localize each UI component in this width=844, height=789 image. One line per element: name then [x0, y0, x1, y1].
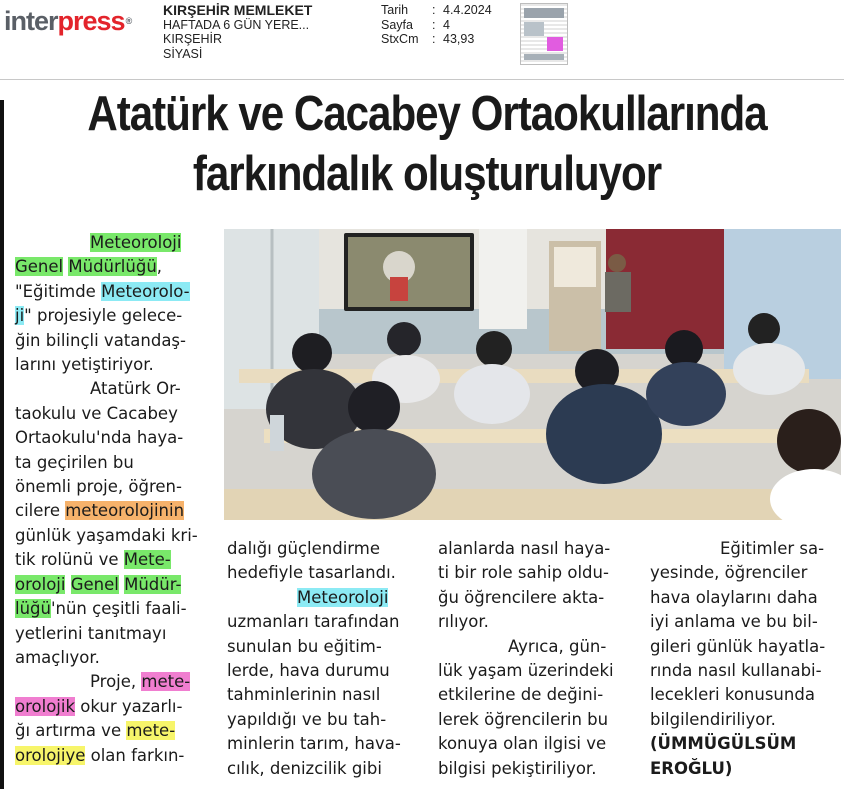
date-label: Tarih — [381, 3, 409, 17]
highlight-keyword: oroloji — [15, 574, 66, 594]
text-line: ti bir role sahip oldu- — [438, 563, 609, 583]
text-line: lerde, hava durumu — [227, 661, 390, 681]
text-line: yapıldığı ve bu tah- — [227, 709, 387, 729]
text-line: sunulan bu eğitim- — [227, 636, 382, 656]
headline-line-1: Atatürk ve Cacabey Ortaokullarında — [87, 87, 767, 141]
text-fragment: " projesiyle gelece- — [24, 306, 183, 326]
text-line: ğin bilinçli vatandaş- — [15, 330, 186, 350]
clip-meta-values — [443, 3, 492, 47]
text-line: rında nasıl kullanabi- — [650, 661, 822, 681]
date-value: 4.4.2024 — [443, 3, 492, 17]
article-column-1 — [15, 231, 220, 768]
text-line: lerek öğrencilerin bu — [438, 709, 609, 729]
text-line: önemli proje, öğren- — [15, 477, 182, 497]
highlight-keyword: meteorolojinin — [65, 501, 185, 521]
highlight-keyword: Meteoroloji — [90, 233, 182, 252]
highlight-keyword: lüğü — [15, 599, 51, 619]
text-line: iyi anlama ve bu bil- — [650, 612, 818, 632]
publication-city: KIRŞEHİR — [163, 32, 223, 46]
text-fragment: ğı artırma ve — [15, 721, 127, 741]
publication-info — [163, 3, 312, 61]
text-line: taokulu ve Cacabey — [15, 403, 178, 423]
text-fragment: olan farkın- — [85, 745, 185, 765]
text-line: lecekleri konusunda — [650, 685, 815, 705]
text-line: günlük yaşamdaki kri- — [15, 525, 198, 545]
text-line: ta geçirilen bu — [15, 452, 134, 472]
text-line: cılık, denizcilik gibi — [227, 758, 382, 778]
text-fragment: Proje, — [90, 672, 142, 692]
classroom-photo — [224, 229, 841, 520]
page-value: 4 — [443, 17, 450, 32]
highlight-keyword: Genel — [70, 574, 119, 594]
thumbnail-article-marker — [547, 37, 563, 51]
article-column-4 — [650, 537, 840, 781]
highlight-keyword: Mete- — [123, 550, 171, 570]
clip-meta-labels — [381, 3, 436, 47]
publication-name: KIRŞEHİR MEMLEKET — [163, 2, 313, 18]
size-value: 43,93 — [443, 32, 475, 46]
page-label: Sayfa — [381, 17, 413, 32]
text-fragment: , — [156, 257, 163, 277]
text-line: yesinde, öğrenciler — [650, 563, 808, 583]
highlight-keyword: orolojiye — [15, 745, 86, 765]
text-line: larını yetiştiriyor. — [15, 355, 154, 375]
text-line: ğu öğrencilere akta- — [438, 587, 605, 607]
text-line: Ortaokulu'nda haya- — [15, 428, 184, 448]
page-thumbnail[interactable] — [520, 3, 568, 65]
text-line: hava olaylarını daha — [650, 587, 818, 607]
text-fragment: okur yazarlı- — [75, 696, 183, 716]
text-line: minlerin tarım, hava- — [227, 734, 401, 754]
text-line: bilgisi pekiştiriliyor. — [438, 758, 597, 778]
highlight-keyword: mete- — [126, 721, 176, 741]
publication-frequency: HAFTADA 6 GÜN YERE... — [163, 17, 310, 32]
author-byline: (ÜMMÜGÜLSÜM — [650, 734, 797, 754]
logo-main-text: inter — [4, 6, 58, 36]
text-line: lük yaşam üzerindeki — [438, 661, 614, 681]
highlight-keyword: Müdürlüğü — [68, 257, 157, 277]
text-line: gileri günlük hayatla- — [650, 636, 826, 656]
highlight-keyword: Meteoroloji — [297, 587, 389, 607]
text-line: Eğitimler sa- — [720, 539, 825, 558]
text-line: rılıyor. — [438, 612, 489, 632]
text-line: alanlarda nasıl haya- — [438, 539, 611, 558]
text-line: amaçlıyor. — [15, 647, 100, 667]
text-fragment — [65, 575, 70, 594]
text-line: yetlerini tanıtmayı — [15, 623, 167, 643]
header-divider — [0, 79, 844, 80]
text-line: bilgilendiriliyor. — [650, 709, 776, 729]
author-byline: EROĞLU) — [650, 758, 733, 778]
text-line: dalığı güçlendirme — [227, 539, 381, 558]
thumbnail-footer-block — [524, 54, 564, 60]
size-label: StxCm — [381, 32, 419, 46]
clip-meta-separators — [432, 3, 435, 47]
highlight-keyword: orolojik — [15, 696, 76, 716]
text-fragment: tik rolünü ve — [15, 550, 124, 570]
text-line: uzmanları tarafından — [227, 612, 400, 632]
text-fragment: 'nün çeşitli faali- — [50, 599, 187, 619]
text-line: tahminlerinin nasıl — [227, 685, 381, 705]
text-line: Atatürk Or- — [90, 379, 181, 399]
size-separator: : — [432, 32, 436, 46]
page-separator: : — [432, 17, 436, 32]
article-left-bar — [0, 100, 4, 789]
article-column-3 — [438, 537, 630, 781]
thumbnail-headline-block — [524, 8, 564, 18]
text-line: hedefiyle tasarlandı. — [227, 563, 396, 583]
article-headline — [68, 84, 785, 204]
highlight-keyword: Meteorolo- — [101, 281, 190, 301]
logo-accent-text: press — [57, 6, 125, 36]
highlight-keyword: mete- — [141, 672, 191, 692]
highlight-keyword: Genel — [15, 257, 64, 277]
article-column-2 — [227, 537, 417, 781]
text-fragment: "Eğitimde — [15, 281, 102, 301]
headline-line-2: farkındalık oluşturuluyor — [192, 147, 662, 201]
interpress-logo — [4, 6, 131, 36]
text-line: Ayrıca, gün- — [508, 636, 607, 656]
text-fragment: cilere — [15, 501, 66, 521]
text-line: etkilerine de değini- — [438, 685, 604, 705]
highlight-keyword: Müdür- — [124, 574, 182, 594]
thumbnail-photo-block — [524, 22, 544, 36]
publication-category: SİYASİ — [163, 46, 203, 61]
date-separator: : — [432, 3, 436, 17]
logo-registered-mark: ® — [125, 16, 132, 26]
highlight-keyword: ji — [15, 306, 25, 326]
text-line: konuya olan ilgisi ve — [438, 734, 607, 754]
